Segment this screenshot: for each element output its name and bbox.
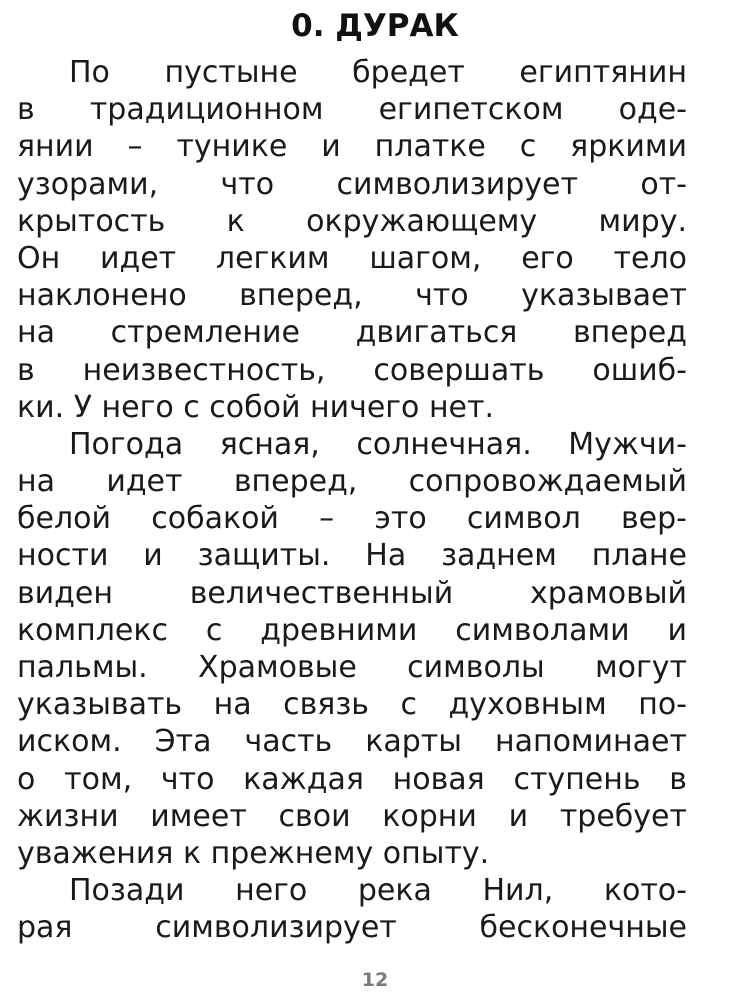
text-line: ки. У него с собой ничего нет. xyxy=(17,389,495,425)
text-line: Погода ясная, солнечная. Мужчи- xyxy=(69,426,687,462)
text-line: на стремление двигаться вперед xyxy=(17,315,687,351)
chapter-title: 0. ДУРАК xyxy=(291,8,459,44)
page-number: 12 xyxy=(361,969,389,991)
text-line: уважения к прежнему опыту. xyxy=(17,835,490,871)
text-line: ности и защиты. На заднем плане xyxy=(17,538,687,574)
text-line: Он идет легким шагом, его тело xyxy=(17,240,687,276)
text-line: По пустыне бредет египтянин xyxy=(69,55,687,90)
text-line: в неизвестность, совершать ошиб- xyxy=(17,352,687,388)
text-line: виден величественный храмовый xyxy=(17,575,687,611)
text-line: янии – тунике и платке с яркими xyxy=(17,129,687,165)
text-line: указывать на связь с духовным по- xyxy=(17,687,687,723)
body-text xyxy=(17,54,687,947)
text-line: в традиционном египетском оде- xyxy=(17,92,687,128)
text-line: жизни имеет свои корни и требует xyxy=(17,798,687,834)
text-line: наклонено вперед, что указывает xyxy=(17,278,687,314)
text-line: на идет вперед, сопровождаемый xyxy=(17,464,687,500)
text-line: комплекс с древними символами и xyxy=(17,612,687,648)
text-line: белой собакой – это символ вер- xyxy=(17,501,687,537)
text-line: узорами, что символизирует от- xyxy=(17,166,687,202)
text-line: иском. Эта часть карты напоминает xyxy=(17,724,687,760)
text-line: о том, что каждая новая ступень в xyxy=(17,761,687,797)
text-line: крытость к окружающему миру. xyxy=(17,203,687,239)
text-line: пальмы. Храмовые символы могут xyxy=(17,650,687,685)
text-line: Позади него река Нил, кото- xyxy=(69,873,687,909)
text-line: рая символизирует бесконечные xyxy=(17,910,687,946)
